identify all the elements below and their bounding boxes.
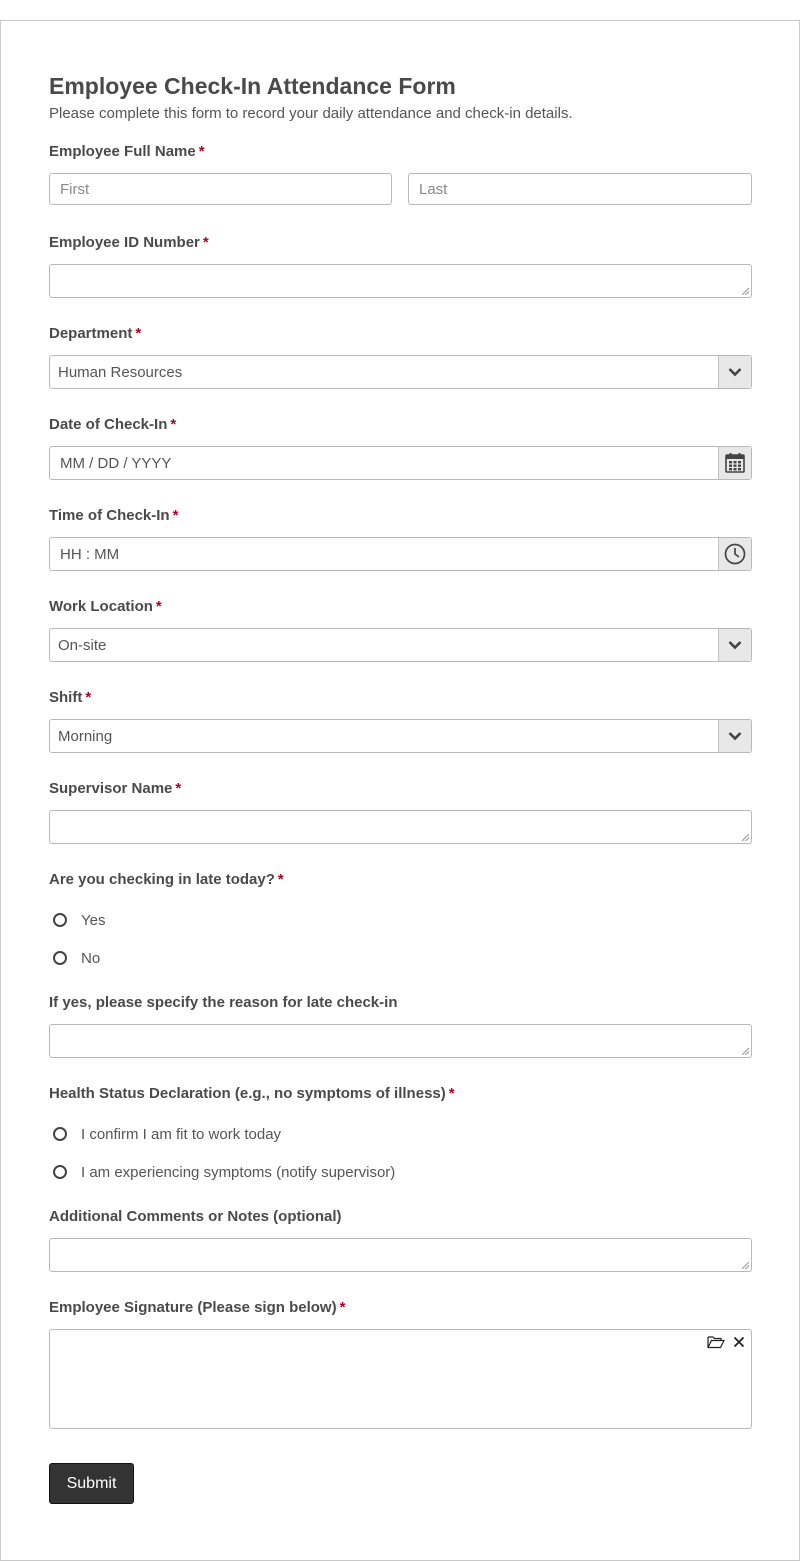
- health-option-symptoms[interactable]: [49, 1161, 395, 1183]
- work-location-selected-value: On-site: [58, 637, 107, 654]
- date-label: Date of Check-In *: [49, 416, 177, 433]
- health-option-fit[interactable]: [49, 1123, 281, 1145]
- required-asterisk: *: [198, 143, 205, 160]
- last-name-placeholder: Last: [419, 181, 448, 198]
- chevron-down-icon[interactable]: [718, 720, 751, 752]
- required-asterisk: *: [277, 871, 284, 888]
- late-reason-label: If yes, please specify the reason for late check-in: [49, 994, 398, 1011]
- employee-id-textarea[interactable]: [49, 264, 752, 298]
- radio-button[interactable]: [53, 951, 67, 965]
- radio-button[interactable]: [53, 913, 67, 927]
- date-input[interactable]: [49, 446, 752, 480]
- folder-open-icon[interactable]: [707, 1334, 725, 1350]
- required-asterisk: *: [448, 1085, 455, 1102]
- health-status-label: Health Status Declaration (e.g., no symptoms of illness) *: [49, 1085, 455, 1102]
- radio-button[interactable]: [53, 1165, 67, 1179]
- last-name-input[interactable]: [408, 173, 752, 205]
- late-checkin-label: Are you checking in late today? *: [49, 871, 284, 888]
- work-location-label: Work Location *: [49, 598, 162, 615]
- resize-handle-icon[interactable]: [742, 1262, 749, 1269]
- chevron-down-icon[interactable]: [718, 629, 751, 661]
- signature-label: Employee Signature (Please sign below) *: [49, 1299, 346, 1316]
- department-select[interactable]: [49, 355, 752, 389]
- comments-textarea[interactable]: [49, 1238, 752, 1272]
- date-placeholder: MM / DD / YYYY: [60, 455, 172, 472]
- close-icon[interactable]: [730, 1334, 748, 1350]
- radio-label: Yes: [81, 911, 106, 929]
- time-label: Time of Check-In *: [49, 507, 179, 524]
- department-label: Department *: [49, 325, 142, 342]
- resize-handle-icon[interactable]: [742, 288, 749, 295]
- late-reason-textarea[interactable]: [49, 1024, 752, 1058]
- first-name-placeholder: First: [60, 181, 90, 198]
- radio-label: No: [81, 949, 101, 967]
- department-selected-value: Human Resources: [58, 364, 183, 381]
- submit-button[interactable]: Submit: [49, 1463, 134, 1504]
- supervisor-textarea[interactable]: [49, 810, 752, 844]
- required-asterisk: *: [170, 416, 177, 433]
- time-placeholder: HH : MM: [60, 546, 120, 563]
- supervisor-label: Supervisor Name *: [49, 780, 182, 797]
- resize-handle-icon[interactable]: [742, 1048, 749, 1055]
- clock-icon[interactable]: [718, 538, 751, 570]
- required-asterisk: *: [172, 507, 179, 524]
- comments-label: Additional Comments or Notes (optional): [49, 1208, 342, 1225]
- work-location-select[interactable]: [49, 628, 752, 662]
- form-container: [0, 20, 800, 1561]
- time-input[interactable]: [49, 537, 752, 571]
- form-subtitle: Please complete this form to record your daily attendance and check-in details.: [49, 105, 573, 122]
- signature-pad[interactable]: [49, 1329, 752, 1429]
- late-option-no[interactable]: [49, 947, 100, 969]
- shift-select[interactable]: [49, 719, 752, 753]
- calendar-icon[interactable]: [718, 447, 751, 479]
- required-asterisk: *: [175, 780, 182, 797]
- shift-label: Shift *: [49, 689, 92, 706]
- radio-button[interactable]: [53, 1127, 67, 1141]
- required-asterisk: *: [85, 689, 92, 706]
- radio-label: I am experiencing symptoms (notify supervisor): [81, 1163, 396, 1181]
- late-option-yes[interactable]: [49, 909, 105, 931]
- required-asterisk: *: [155, 598, 162, 615]
- required-asterisk: *: [135, 325, 142, 342]
- required-asterisk: *: [202, 234, 209, 251]
- first-name-input[interactable]: [49, 173, 392, 205]
- chevron-down-icon[interactable]: [718, 356, 751, 388]
- form-title: Employee Check-In Attendance Form: [49, 73, 456, 99]
- required-asterisk: *: [339, 1299, 346, 1316]
- name-label: Employee Full Name *: [49, 143, 205, 160]
- radio-label: I confirm I am fit to work today: [81, 1125, 282, 1143]
- employee-id-label: Employee ID Number *: [49, 234, 209, 251]
- shift-selected-value: Morning: [58, 728, 113, 745]
- resize-handle-icon[interactable]: [742, 834, 749, 841]
